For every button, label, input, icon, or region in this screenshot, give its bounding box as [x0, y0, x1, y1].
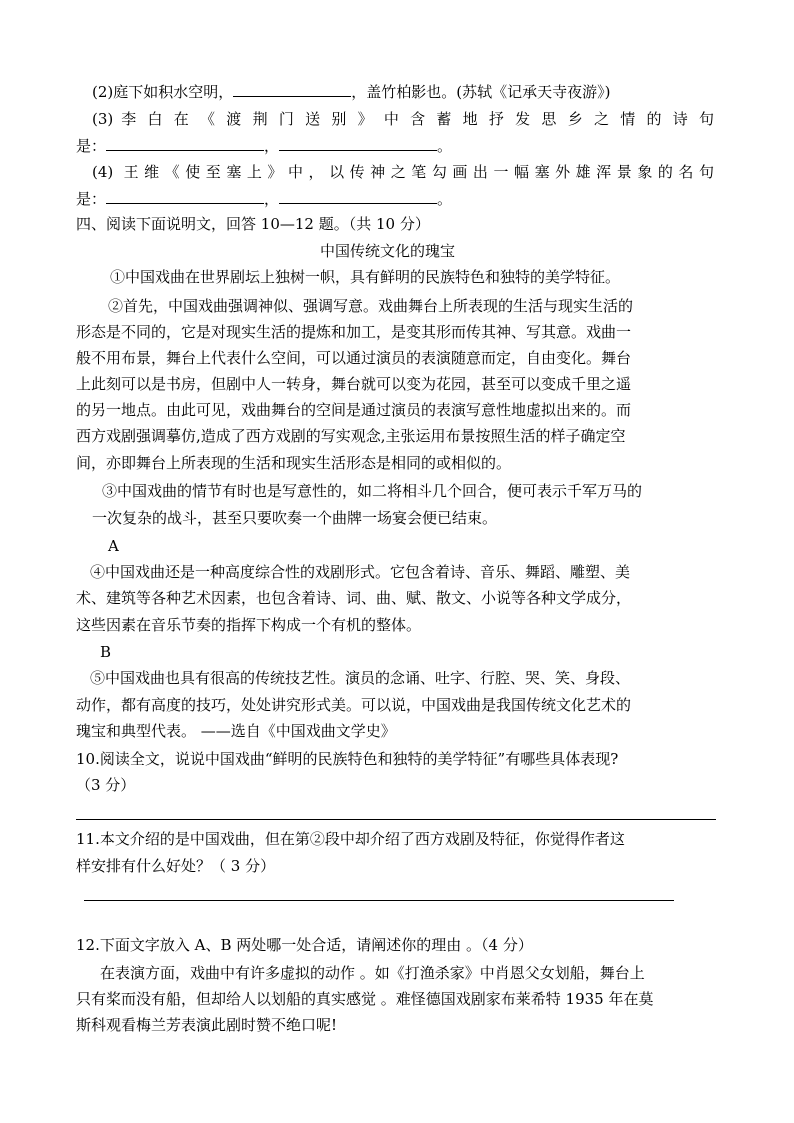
question-11-answer-line[interactable] [84, 900, 674, 901]
section-4-heading: 四、阅读下面说明文，回答 10—12 题。（共 10 分） [76, 215, 430, 233]
insertion-marker-a: A [108, 537, 119, 555]
poem-question-2 [92, 80, 610, 102]
poem-question-4: (4) 王维《使至塞上》中，以传神之笔勾画出一幅塞外雄浑景象的名句 [92, 163, 714, 181]
poem-q4-label: 是： [76, 190, 107, 208]
poem-q2-answer-blank[interactable] [233, 80, 351, 97]
paragraph-2-line: 般不用布景，舞台上代表什么空间，可以通过演员的表演随意而定，自由变化。舞台 [76, 349, 632, 367]
poem-q4-comma: ， [264, 190, 280, 208]
poem-q3-answer-blank-2[interactable] [279, 134, 437, 151]
poem-q4-answer-blank-2[interactable] [279, 187, 437, 204]
paragraph-5-line: 瑰宝和典型代表。 ——选自《中国戏曲文学史》 [76, 722, 396, 740]
poem-q2-prefix: (2)庭下如积水空明， [92, 83, 234, 101]
question-12-passage-line: 斯科观看梅兰芳表演此剧时赞不绝口呢! [76, 1016, 338, 1034]
paragraph-2-line: 西方戏剧强调摹仿,造成了西方戏剧的写实观念,主张运用布景按照生活的样子确定空 [76, 427, 626, 445]
poem-q3-answer-blank-1[interactable] [106, 134, 264, 151]
poem-q3-period: 。 [437, 137, 453, 155]
question-11: 11.本文介绍的是中国戏曲，但在第②段中却介绍了西方戏剧及特征，你觉得作者这 [76, 830, 625, 848]
paragraph-2-line: ②首先，中国戏曲强调神似、强调写意。戏曲舞台上所表现的生活与现实生活的 [108, 297, 634, 315]
paragraph-2-line: 的另一地点。由此可见，戏曲舞台的空间是通过演员的表演写意性地虚拟出来的。而 [76, 401, 632, 419]
paragraph-4-line: 这些因素在音乐节奏的指挥下构成一个有机的整体。 [76, 616, 422, 634]
paragraph-5-line: ⑤中国戏曲也具有很高的传统技艺性。演员的念诵、吐字、行腔、哭、笑、身段、 [90, 669, 631, 687]
poem-q3-label: 是： [76, 137, 107, 155]
question-12: 12.下面文字放入 A、B 两处哪一处合适，请阐述你的理由 。（4 分） [76, 936, 533, 954]
question-10-answer-line[interactable] [76, 819, 716, 820]
paragraph-3-line: ③中国戏曲的情节有时也是写意性的，如二将相斗几个回合，便可表示千军万马的 [102, 482, 643, 500]
poem-question-3-answer-line [76, 134, 452, 156]
question-12-passage-line: 只有桨而没有船，但却给人以划船的真实感觉 。难怪德国戏剧家布莱希特 1935 年在莫 [76, 990, 654, 1008]
poem-question-3: (3) 李 白 在 《 渡 荆 门 送 别 》 中 含 蓄 地 抒 发 思 乡 之 情 的 诗 句 [92, 110, 714, 128]
paragraph-2-line: 形态是不同的，它是对现实生活的提炼和加工，是变其形而传其神、写其意。戏曲一 [76, 323, 632, 341]
insertion-marker-b: B [100, 643, 112, 661]
paragraph-4-line: ④中国戏曲还是一种高度综合性的戏剧形式。它包含着诗、音乐、舞蹈、雕塑、美 [90, 563, 631, 581]
poem-q3-comma: ， [264, 137, 280, 155]
poem-q4-answer-blank-1[interactable] [106, 187, 264, 204]
paragraph-3-line: 一次复杂的战斗，甚至只要吹奏一个曲牌一场宴会便已结束。 [92, 509, 498, 527]
poem-q2-suffix: ，盖竹柏影也。(苏轼《记承天寺夜游》) [351, 83, 611, 101]
poem-question-4-answer-line [76, 187, 452, 209]
paragraph-2-line: 间，亦即舞台上所表现的生活和现实生活形态是相同的或相似的。 [76, 454, 512, 472]
paragraph-2-line: 上此刻可以是书房，但剧中人一转身，舞台就可以变为花园，甚至可以变成千里之遥 [76, 375, 632, 393]
paragraph-5-line: 动作，都有高度的技巧，处处讲究形式美。可以说，中国戏曲是我国传统文化艺术的 [76, 696, 632, 714]
poem-q4-period: 。 [437, 190, 453, 208]
question-12-passage-line: 在表演方面，戏曲中有许多虚拟的动作 。如《打渔杀家》中肖恩父女划船，舞台上 [100, 964, 645, 982]
paragraph-1: ①中国戏曲在世界剧坛上独树一帜，具有鲜明的民族特色和独特的美学特征。 [110, 268, 621, 286]
paragraph-4-line: 术、建筑等各种艺术因素，也包含着诗、词、曲、赋、散文、小说等各种文学成分， [76, 589, 632, 607]
question-11-line-2: 样安排有什么好处？（ 3 分） [76, 857, 276, 875]
article-title: 中国传统文化的瑰宝 [320, 242, 456, 260]
question-10-score: （3 分） [76, 776, 136, 794]
question-10: 10.阅读全文，说说中国戏曲“鲜明的民族特色和独特的美学特征”有哪些具体表现? [76, 750, 619, 768]
